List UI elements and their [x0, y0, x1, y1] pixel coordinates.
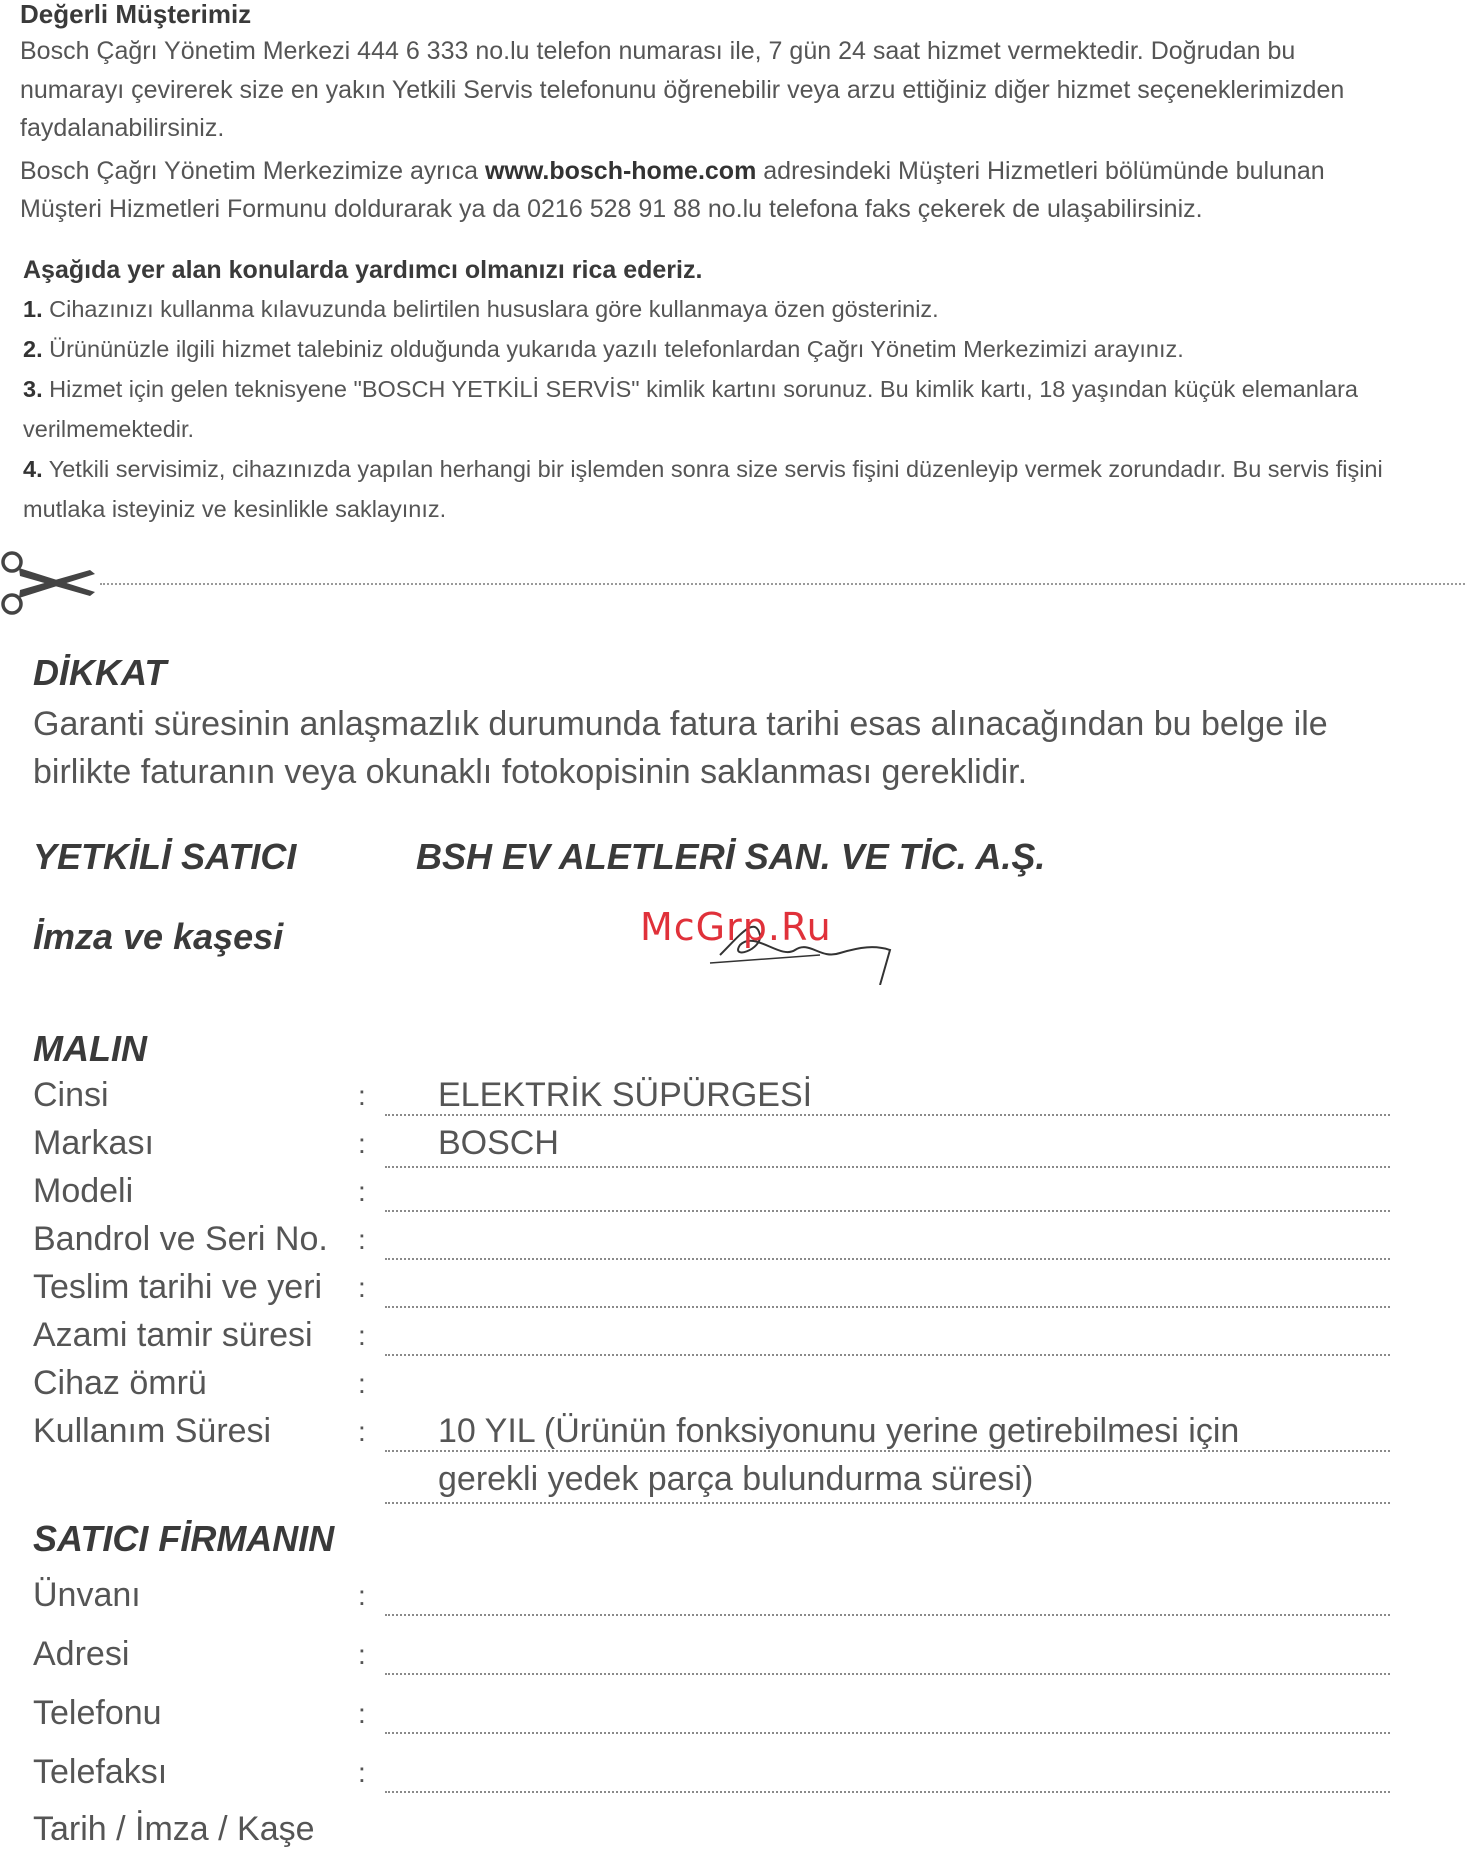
- dikkat-title: DİKKAT: [33, 652, 167, 693]
- help-list: [23, 289, 1400, 529]
- product-row-serial: Bandrol ve Seri No. :: [33, 1220, 1393, 1266]
- seller-name: BSH EV ALETLERİ SAN. VE TİC. A.Ş.: [416, 836, 1046, 877]
- product-type-value[interactable]: ELEKTRİK SÜPÜRGESİ: [438, 1076, 813, 1114]
- help-title: Aşağıda yer alan konularda yardımcı olmanızı rica ederiz.: [23, 255, 703, 284]
- cut-line: [0, 548, 1471, 618]
- intro-paragraph-2: Bosch Çağrı Yönetim Merkezimize ayrıca www.bosch-home.com adresindeki Müşteri Hizmetleri bölümünde bulunan Müşteri Hizmetleri Formunu doldurarak ya da 0216 528 91 88 no.lu telefona faks çekerek de ulaşabilirsiniz.: [20, 156, 1325, 223]
- firm-row-address: Adresi :: [33, 1635, 1393, 1681]
- product-row-delivery: Teslim tarihi ve yeri :: [33, 1268, 1393, 1314]
- firm-row-phone: Telefonu :: [33, 1694, 1393, 1740]
- product-usage-continuation: gerekli yedek parça bulundurma süresi): [438, 1460, 1034, 1498]
- intro-section: [20, 0, 1400, 529]
- firm-title-field[interactable]: [385, 1614, 1390, 1616]
- firm-address-field[interactable]: [385, 1673, 1390, 1675]
- firm-fax-field[interactable]: [385, 1791, 1390, 1793]
- help-item: 2. Ürününüzle ilgili hizmet talebiniz olduğunda yukarıda yazılı telefonlardan Çağrı Yönetim Merkezimizi arayınız.: [23, 335, 1184, 362]
- product-brand-value[interactable]: BOSCH: [438, 1124, 559, 1162]
- firm-phone-field[interactable]: [385, 1732, 1390, 1734]
- product-row-model: Modeli :: [33, 1172, 1393, 1218]
- help-item: 1. Cihazınızı kullanma kılavuzunda belirtilen hususlara göre kullanmaya özen gösteriniz.: [23, 295, 939, 322]
- intro-paragraph-1: Bosch Çağrı Yönetim Merkezi 444 6 333 no.lu telefon numarası ile, 7 gün 24 saat hizmet vermektedir. Doğrudan bu numarayı çevirerek size en yakın Yetkili Servis telefonunu öğrenebilir veya arzu ettiğiniz diğer hizmet seçeneklerimizden faydalanabilirsiniz.: [20, 37, 1345, 142]
- product-row-brand: Markası : BOSCH: [33, 1124, 1393, 1170]
- cut-dotted-line: [100, 583, 1465, 585]
- help-item: 4. Yetkili servisimiz, cihazınızda yapılan herhangi bir işlemden sonra size servis fişini düzenleyip vermek zorundadır. Bu servis fişini mutlaka isteyiniz ve kesinlikle saklayınız.: [23, 455, 1383, 522]
- product-row-type: Cinsi : ELEKTRİK SÜPÜRGESİ: [33, 1076, 1393, 1122]
- watermark-text: McGrp.Ru: [640, 905, 832, 949]
- scissors-icon: [0, 548, 100, 618]
- product-row-lifetime: Cihaz ömrü :: [33, 1364, 366, 1402]
- product-row-repair: Azami tamir süresi :: [33, 1316, 1393, 1362]
- firm-title: SATICI FİRMANIN: [33, 1518, 335, 1559]
- dikkat-text: Garanti süresinin anlaşmazlık durumunda fatura tarihi esas alınacağından bu belge ile birlikte faturanın veya okunaklı fotokopisinin saklanması gereklidir.: [33, 705, 1328, 791]
- signature-label: İmza ve kaşesi: [33, 916, 284, 957]
- product-row-usage-continued: [33, 1460, 1393, 1506]
- website-link[interactable]: www.bosch-home.com: [484, 156, 757, 185]
- firm-row-fax: Telefaksı :: [33, 1753, 1393, 1799]
- seller-label: YETKİLİ SATICI: [33, 836, 297, 877]
- firm-row-date-signature: Tarih / İmza / Kaşe: [33, 1810, 315, 1848]
- product-row-usage: Kullanım Süresi : 10 YIL (Ürünün fonksiyonunu yerine getirebilmesi için: [33, 1412, 1393, 1458]
- product-title: MALIN: [33, 1028, 147, 1069]
- greeting-heading: Değerli Müşterimiz: [20, 0, 252, 29]
- product-usage-value[interactable]: 10 YIL (Ürünün fonksiyonunu yerine getirebilmesi için: [438, 1412, 1240, 1450]
- help-item: 3. Hizmet için gelen teknisyene "BOSCH YETKİLİ SERVİS" kimlik kartını sorunuz. Bu kimlik kartı, 18 yaşından küçük elemanlara verilmemektedir.: [23, 375, 1358, 442]
- firm-row-title: Ünvanı :: [33, 1576, 1393, 1622]
